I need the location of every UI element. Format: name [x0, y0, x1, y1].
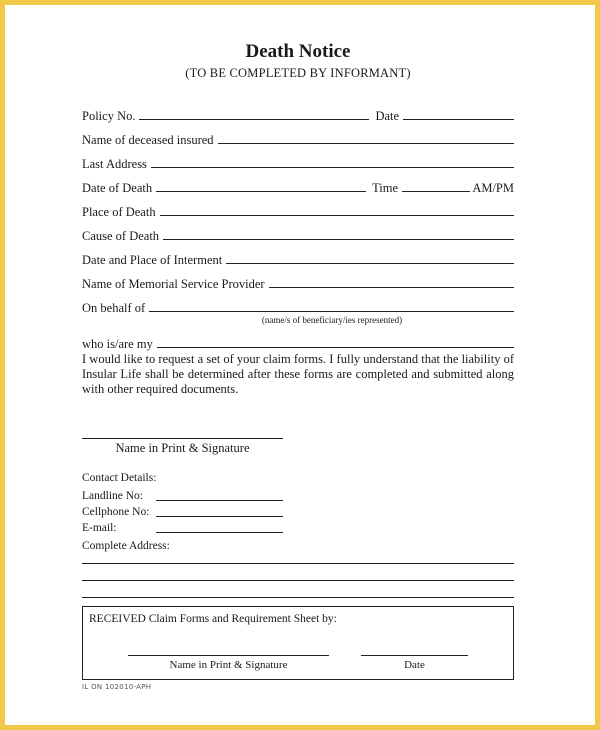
cellphone-field[interactable] — [156, 516, 283, 517]
beneficiary-note: (name/s of beneficiary/ies represented) — [261, 315, 403, 325]
on-behalf-row — [82, 297, 514, 315]
last-address-field[interactable] — [151, 166, 514, 168]
am-pm-label: AM/PM — [472, 181, 514, 195]
last-address-row — [82, 153, 514, 171]
date-of-death-row — [82, 177, 514, 195]
interment-label: Date and Place of Interment — [82, 253, 223, 267]
complete-address-label: Complete Address: — [82, 540, 170, 552]
received-date-field[interactable] — [361, 655, 468, 656]
time-label: Time — [372, 181, 399, 195]
time-field[interactable] — [402, 190, 470, 192]
on-behalf-label: On behalf of — [82, 301, 146, 315]
policy-no-label: Policy No. — [82, 109, 136, 123]
form-code: IL ON 102010-APH — [82, 683, 152, 691]
date-of-death-field[interactable] — [156, 190, 366, 192]
address-field-line-1[interactable] — [82, 563, 514, 564]
deceased-name-label: Name of deceased insured — [82, 133, 214, 147]
memorial-provider-label: Name of Memorial Service Provider — [82, 277, 265, 291]
signature-field[interactable] — [82, 438, 283, 439]
memorial-provider-row — [82, 273, 514, 291]
cellphone-label: Cellphone No: — [82, 506, 150, 518]
received-date-label: Date — [404, 659, 425, 671]
received-name-label: Name in Print & Signature — [169, 659, 288, 671]
policy-date-row — [82, 105, 514, 123]
interment-field[interactable] — [226, 262, 514, 264]
place-of-death-field[interactable] — [160, 214, 514, 216]
who-is-are-field[interactable] — [157, 346, 514, 348]
landline-label: Landline No: — [82, 490, 143, 502]
email-field[interactable] — [156, 532, 283, 533]
signature-label: Name in Print & Signature — [115, 441, 250, 455]
date-field[interactable] — [403, 118, 514, 120]
last-address-label: Last Address — [82, 157, 147, 171]
deceased-name-field[interactable] — [218, 142, 514, 144]
place-of-death-row — [82, 201, 514, 219]
landline-field[interactable] — [156, 500, 283, 501]
address-field-line-2[interactable] — [82, 580, 514, 581]
page-subtitle: (TO BE COMPLETED BY INFORMANT) — [185, 66, 411, 80]
email-row — [82, 519, 283, 535]
place-of-death-label: Place of Death — [82, 205, 156, 219]
email-label: E-mail: — [82, 522, 117, 534]
who-is-are-label: who is/are my — [82, 337, 153, 351]
who-is-are-row — [82, 333, 514, 351]
cause-of-death-field[interactable] — [163, 238, 514, 240]
policy-no-field[interactable] — [139, 118, 369, 120]
deceased-name-row — [82, 129, 514, 147]
received-box — [82, 606, 514, 680]
address-field-line-3[interactable] — [82, 597, 514, 598]
on-behalf-field[interactable] — [149, 310, 514, 312]
cellphone-row — [82, 503, 283, 519]
contact-details-heading: Contact Details: — [82, 472, 157, 484]
interment-row — [82, 249, 514, 267]
received-signature-field[interactable] — [128, 655, 329, 656]
page-title: Death Notice — [245, 41, 351, 62]
received-box-title: RECEIVED Claim Forms and Requirement Sheet by: — [89, 613, 337, 625]
cause-of-death-label: Cause of Death — [82, 229, 160, 243]
request-paragraph: I would like to request a set of your claim forms. I fully understand that the liability of Insular Life shall be determined after these forms are completed and submitted along with other required documents. — [82, 352, 514, 396]
landline-row — [82, 487, 283, 503]
cause-of-death-row — [82, 225, 514, 243]
date-label: Date — [375, 109, 400, 123]
date-of-death-label: Date of Death — [82, 181, 153, 195]
memorial-provider-field[interactable] — [269, 286, 514, 288]
